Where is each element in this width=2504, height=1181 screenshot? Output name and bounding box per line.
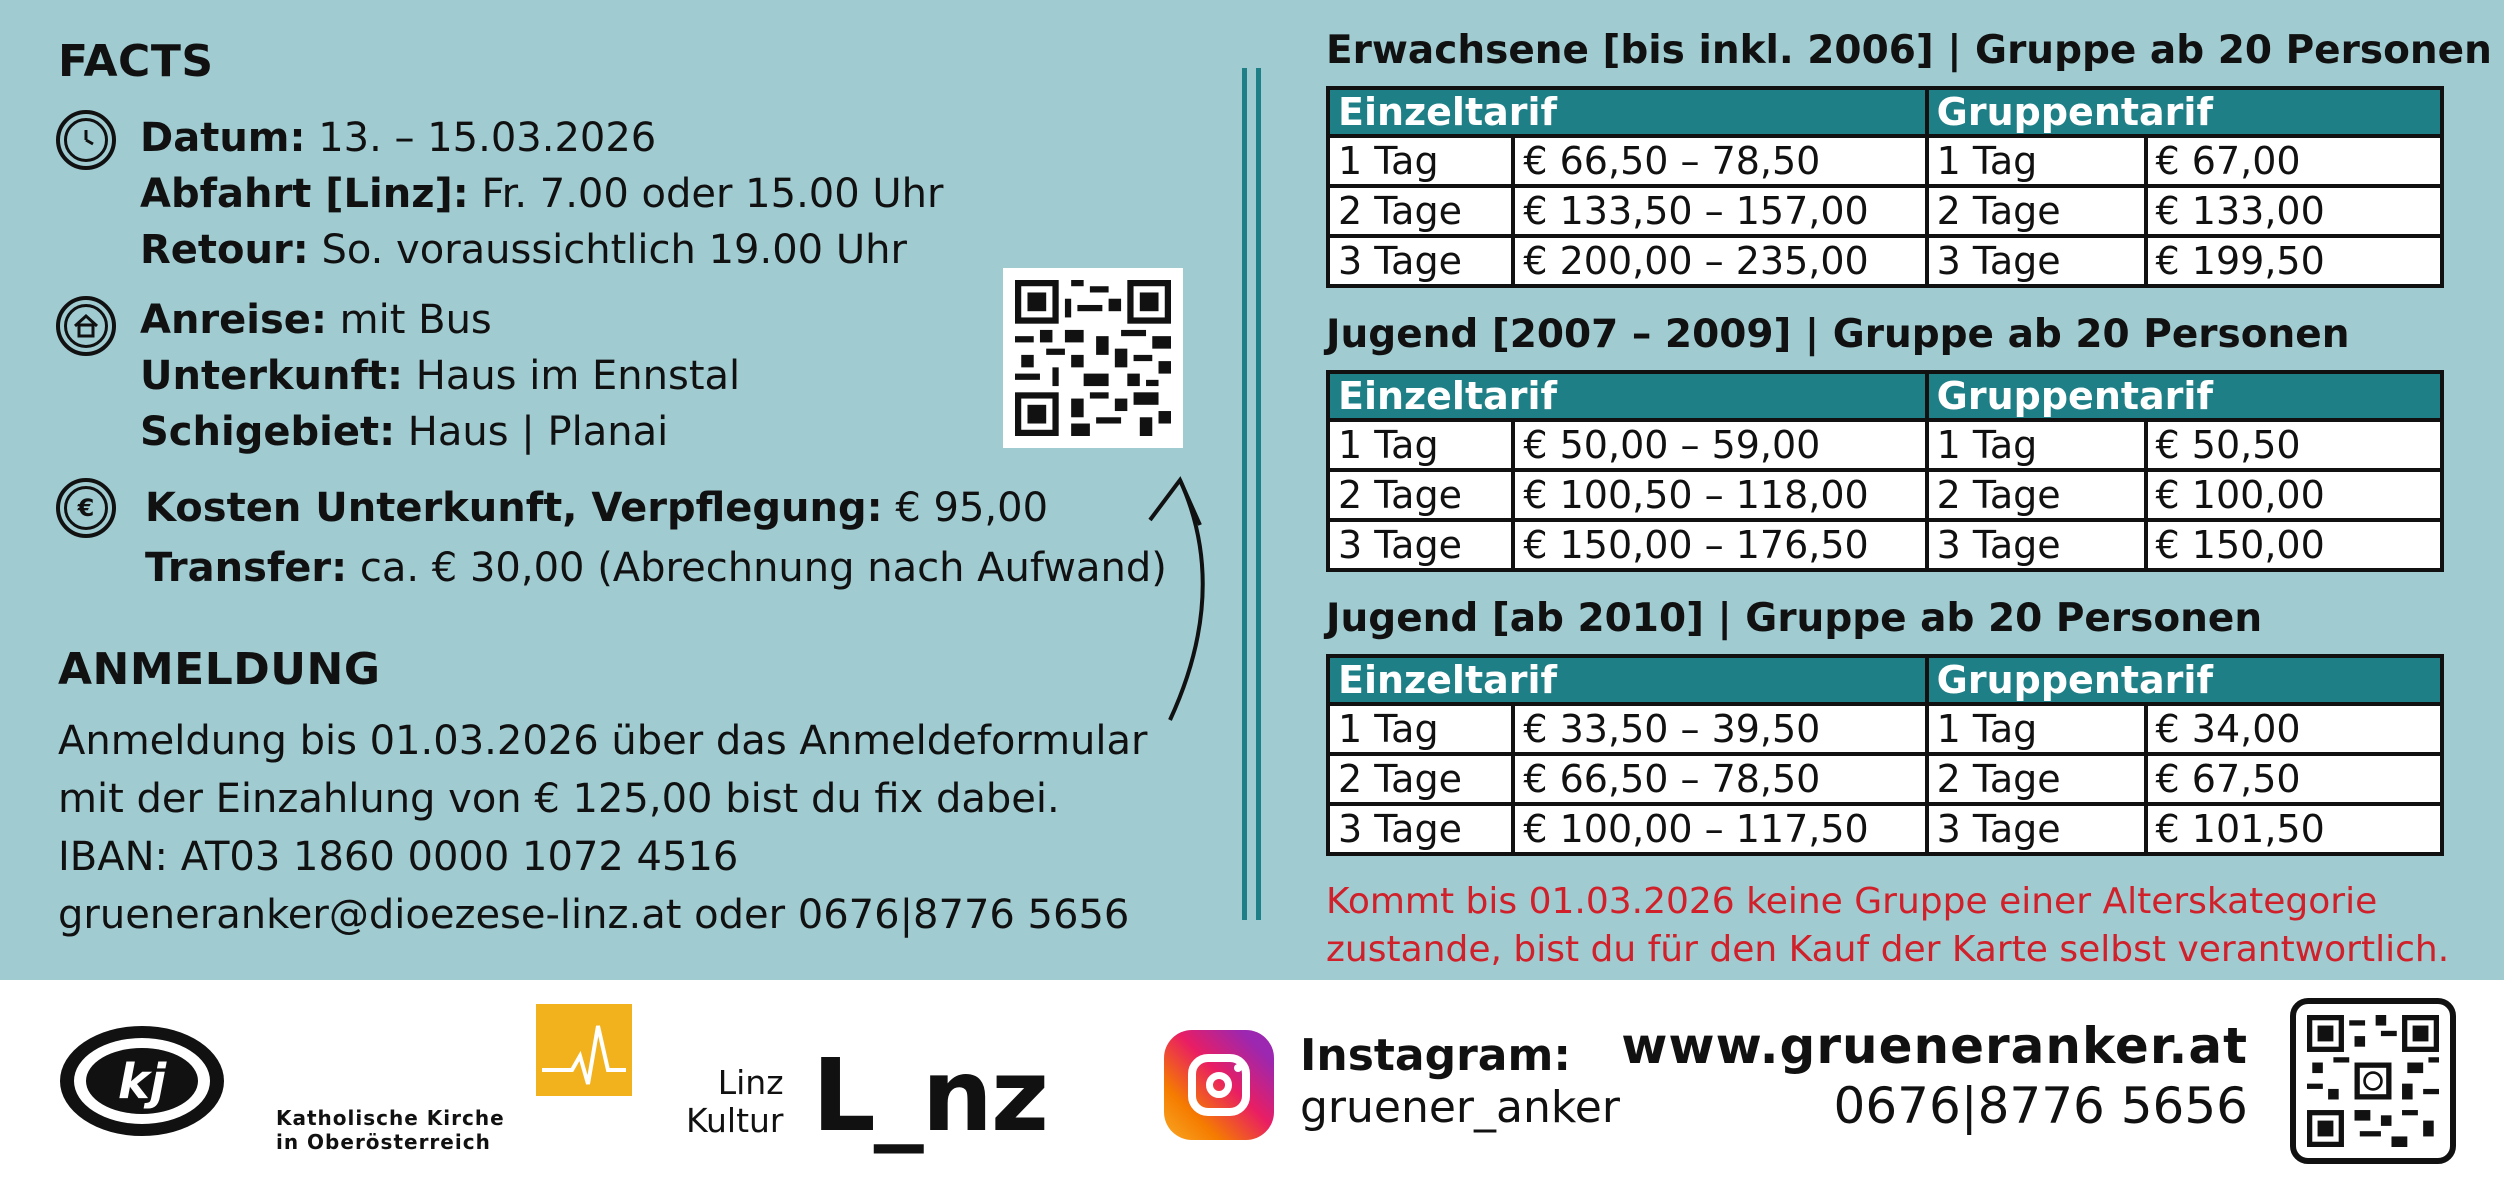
cell: 3 Tage	[1328, 804, 1513, 854]
house-icon	[56, 296, 116, 356]
cell: € 67,50	[2146, 754, 2442, 804]
cell: 2 Tage	[1328, 186, 1513, 236]
unterkunft-value: Haus im Ennstal	[415, 353, 741, 399]
linz-logo: L_nz	[812, 1037, 1048, 1154]
instagram-icon[interactable]	[1164, 1030, 1274, 1140]
divider-line	[1256, 68, 1261, 920]
cell: 3 Tage	[1927, 804, 2146, 854]
cell: € 34,00	[2146, 704, 2442, 754]
website-qr-code[interactable]	[2290, 998, 2456, 1164]
divider-line	[1242, 68, 1247, 920]
cell: 3 Tage	[1927, 236, 2146, 286]
kirche-line-2: in Oberösterreich	[276, 1130, 491, 1154]
cell: 1 Tag	[1927, 136, 2146, 186]
anreise-value: mit Bus	[339, 297, 492, 343]
clock-icon	[56, 110, 116, 170]
anmeldung-line: mit der Einzahlung von € 125,00 bist du fix dabei.	[58, 776, 1060, 822]
section-title: Erwachsene [bis inkl. 2006] | Gruppe ab 20 Personen	[1326, 28, 2492, 73]
abfahrt-label: Abfahrt [Linz]:	[140, 171, 469, 217]
table-row	[1328, 186, 2442, 236]
linz-label: Linz	[717, 1063, 784, 1102]
website-link[interactable]: www.grueneranker.at	[1621, 1017, 2248, 1075]
gruppentarif-header: Gruppentarif	[1927, 372, 2442, 420]
table-row	[1328, 704, 2442, 754]
table-row	[1328, 236, 2442, 286]
price-table	[1326, 370, 2444, 572]
euro-icon: €	[56, 478, 116, 538]
retour-label: Retour:	[140, 227, 309, 273]
cell: € 100,00 – 117,50	[1513, 804, 1926, 854]
einzeltarif-header: Einzeltarif	[1328, 372, 1927, 420]
anmeldung-text	[58, 712, 1147, 944]
retour-value: So. voraussichtlich 19.00 Uhr	[321, 227, 907, 273]
schigebiet-value: Haus | Planai	[407, 409, 669, 455]
abfahrt-value: Fr. 7.00 oder 15.00 Uhr	[481, 171, 944, 217]
instagram-info	[1300, 1030, 1620, 1134]
cell: 2 Tage	[1328, 754, 1513, 804]
iban-line: IBAN: AT03 1860 0000 1072 4516	[58, 834, 739, 880]
contact-line[interactable]: grueneranker@dioezese-linz.at oder 0676|8776 5656	[58, 892, 1130, 938]
cell: 1 Tag	[1927, 420, 2146, 470]
datum-value: 13. – 15.03.2026	[318, 115, 657, 161]
table-row	[1328, 520, 2442, 570]
kultur-label: Kultur	[686, 1101, 784, 1140]
facts-dates	[140, 110, 943, 278]
registration-qr-code[interactable]	[1003, 268, 1183, 448]
gruppentarif-header: Gruppentarif	[1927, 88, 2442, 136]
kosten-value: € 95,00	[895, 485, 1049, 531]
cell: € 50,00 – 59,00	[1513, 420, 1926, 470]
kirche-logo-mark	[536, 1004, 632, 1096]
cell: € 50,50	[2146, 420, 2442, 470]
einzeltarif-header: Einzeltarif	[1328, 656, 1927, 704]
kosten-label: Kosten Unterkunft, Verpflegung:	[145, 485, 883, 531]
transfer-value: ca. € 30,00 (Abrechnung nach Aufwand)	[359, 545, 1167, 591]
facts-heading: FACTS	[58, 36, 214, 87]
kj-logo	[56, 1022, 228, 1140]
table-row	[1328, 470, 2442, 520]
cell: € 33,50 – 39,50	[1513, 704, 1926, 754]
price-table	[1326, 654, 2444, 856]
schigebiet-label: Schigebiet:	[140, 409, 396, 455]
cell: € 66,50 – 78,50	[1513, 136, 1926, 186]
contact-info	[1621, 1016, 2248, 1136]
einzeltarif-header: Einzeltarif	[1328, 88, 1927, 136]
cell: 1 Tag	[1328, 136, 1513, 186]
linz-kultur-label	[686, 1064, 784, 1140]
cell: € 66,50 – 78,50	[1513, 754, 1926, 804]
cell: 3 Tage	[1927, 520, 2146, 570]
cell: 1 Tag	[1927, 704, 2146, 754]
facts-costs	[145, 478, 1167, 598]
cell: € 200,00 – 235,00	[1513, 236, 1926, 286]
group-note: Kommt bis 01.03.2026 keine Gruppe einer Alterskategorie zustande, bist du für den Kauf der Karte selbst verantwortlich.	[1326, 881, 2450, 970]
cell: € 67,00	[2146, 136, 2442, 186]
instagram-label: Instagram:	[1300, 1030, 1571, 1081]
cell: € 133,00	[2146, 186, 2442, 236]
cell: 2 Tage	[1328, 470, 1513, 520]
cell: € 101,50	[2146, 804, 2442, 854]
cell: 3 Tage	[1328, 520, 1513, 570]
kj-logo-text: kj	[117, 1054, 167, 1110]
cell: 2 Tage	[1927, 754, 2146, 804]
cell: 3 Tage	[1328, 236, 1513, 286]
kirche-line-1: Katholische Kirche	[276, 1106, 505, 1130]
section-title: Jugend [2007 – 2009] | Gruppe ab 20 Personen	[1326, 312, 2350, 357]
arrow-icon	[1120, 470, 1210, 730]
cell: € 100,00	[2146, 470, 2442, 520]
kirche-logo	[276, 1004, 546, 1154]
cell: € 150,00	[2146, 520, 2442, 570]
transfer-label: Transfer:	[145, 545, 348, 591]
cell: 1 Tag	[1328, 704, 1513, 754]
table-row	[1328, 136, 2442, 186]
unterkunft-label: Unterkunft:	[140, 353, 404, 399]
anmeldung-heading: ANMELDUNG	[58, 644, 381, 695]
datum-label: Datum:	[140, 115, 306, 161]
anmeldung-line: Anmeldung bis 01.03.2026 über das Anmeldeformular	[58, 718, 1148, 764]
facts-travel	[140, 292, 740, 460]
cell: 1 Tag	[1328, 420, 1513, 470]
table-row	[1328, 754, 2442, 804]
cell: € 150,00 – 176,50	[1513, 520, 1926, 570]
gruppentarif-header: Gruppentarif	[1927, 656, 2442, 704]
section-title: Jugend [ab 2010] | Gruppe ab 20 Personen	[1326, 596, 2263, 641]
cell: 2 Tage	[1927, 470, 2146, 520]
anreise-label: Anreise:	[140, 297, 327, 343]
instagram-handle[interactable]: gruener_anker	[1300, 1082, 1620, 1133]
phone-number: 0676|8776 5656	[1833, 1077, 2248, 1135]
price-table	[1326, 86, 2444, 288]
cell: € 133,50 – 157,00	[1513, 186, 1926, 236]
cell: 2 Tage	[1927, 186, 2146, 236]
table-row	[1328, 804, 2442, 854]
table-row	[1328, 420, 2442, 470]
cell: € 100,50 – 118,00	[1513, 470, 1926, 520]
cell: € 199,50	[2146, 236, 2442, 286]
